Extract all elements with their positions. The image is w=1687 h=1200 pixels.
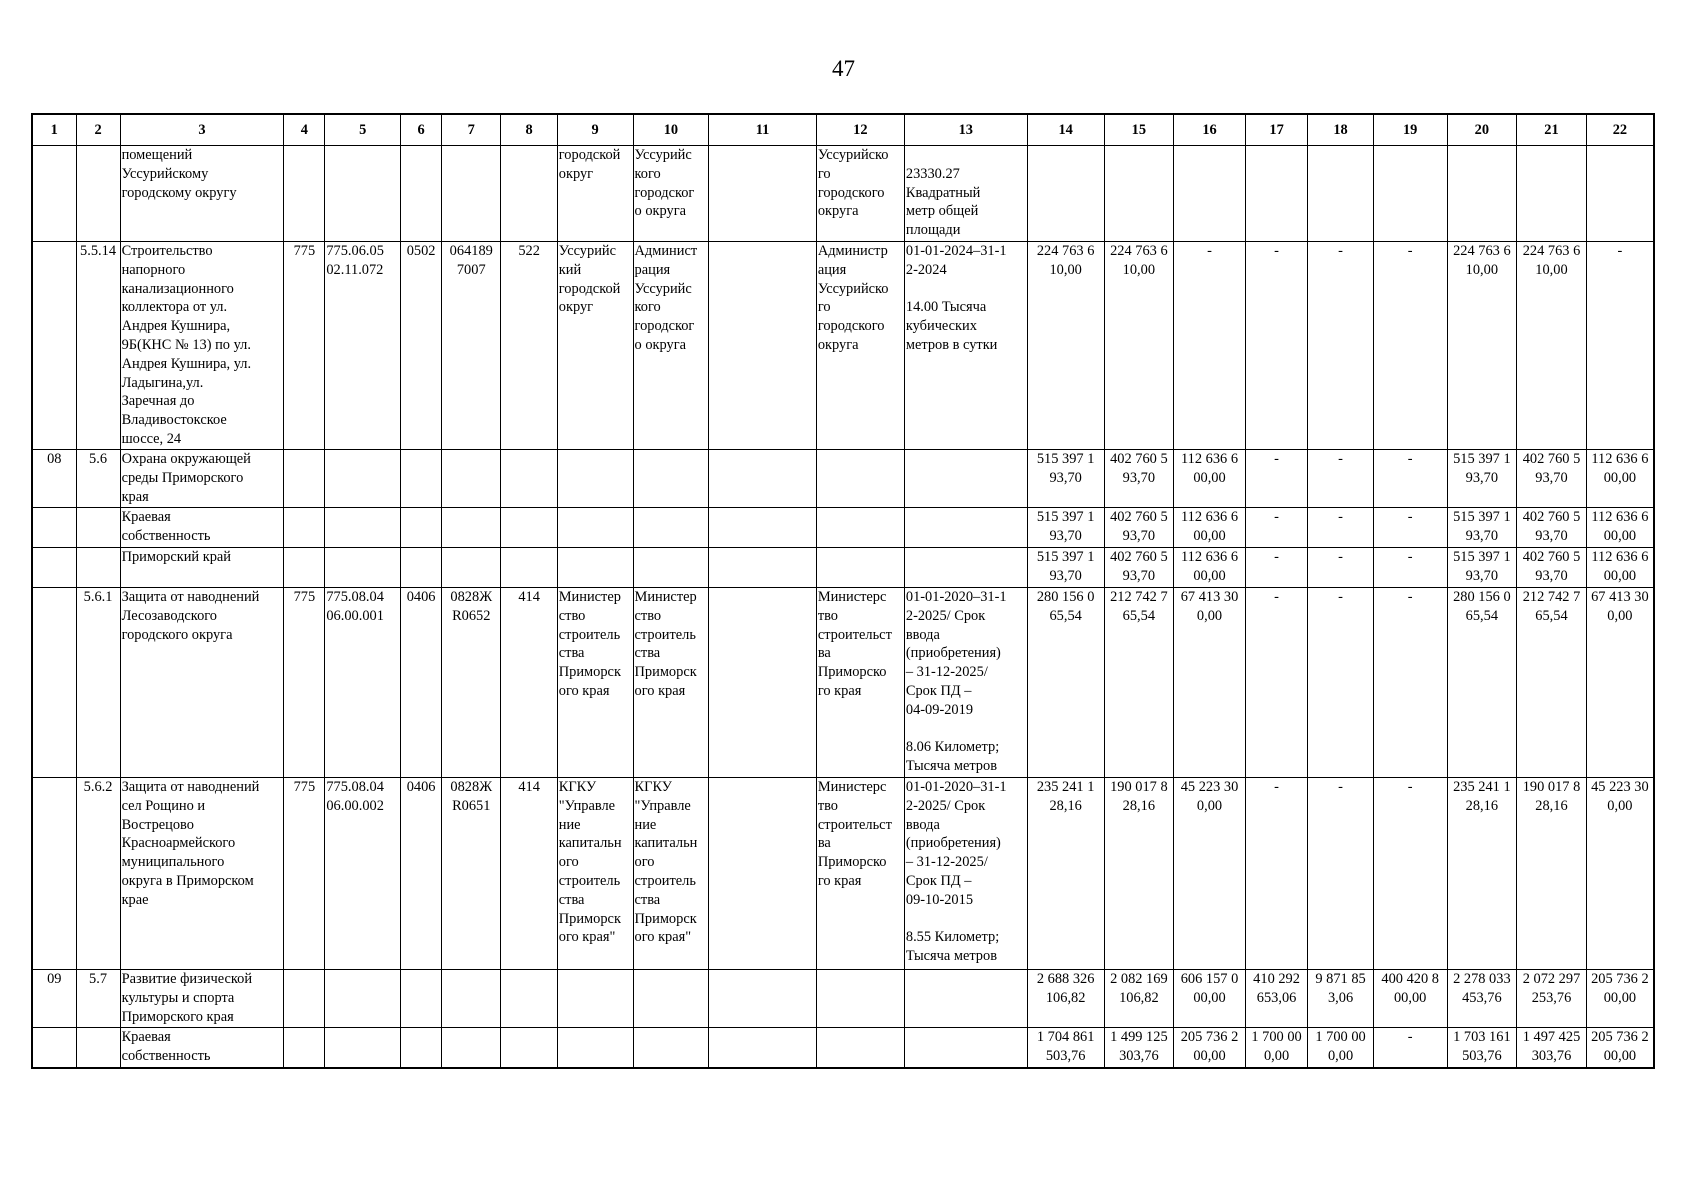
table-cell-col-13 <box>904 450 1027 508</box>
table-cell-col-7 <box>442 508 501 548</box>
table-cell-col-7: 0828Ж R0651 <box>442 778 501 970</box>
table-cell-col-12 <box>816 450 904 508</box>
table-cell-col-19: - <box>1373 450 1447 508</box>
column-header-6: 6 <box>401 114 442 146</box>
table-cell-col-1: 08 <box>32 450 76 508</box>
page-number: 47 <box>832 56 855 81</box>
table-cell-col-18: - <box>1308 508 1374 548</box>
table-cell-col-5 <box>325 450 401 508</box>
table-cell-col-16: 45 223 30 0,00 <box>1174 778 1246 970</box>
table-cell-col-14: 2 688 326 106,82 <box>1027 970 1104 1028</box>
table-cell-col-8 <box>501 508 557 548</box>
table-cell-col-14: 235 241 1 28,16 <box>1027 778 1104 970</box>
table-cell-col-12: Министерс тво строительст ва Приморско го края <box>816 588 904 778</box>
table-cell-col-6: 0406 <box>401 588 442 778</box>
table-cell-col-11 <box>709 778 817 970</box>
table-cell-col-7 <box>442 146 501 242</box>
table-cell-col-20: 515 397 1 93,70 <box>1447 548 1517 588</box>
table-cell-col-14: 515 397 1 93,70 <box>1027 548 1104 588</box>
table-cell-col-21: 2 072 297 253,76 <box>1517 970 1587 1028</box>
table-cell-col-7 <box>442 1028 501 1068</box>
table-cell-col-9 <box>557 548 633 588</box>
table-cell-col-10: Министер ство строитель ства Приморск ого края <box>633 588 709 778</box>
table-row <box>32 588 1654 778</box>
table-cell-col-2 <box>76 146 120 242</box>
table-cell-col-6 <box>401 450 442 508</box>
table-row <box>32 778 1654 970</box>
table-cell-col-1 <box>32 588 76 778</box>
table-cell-col-5 <box>325 508 401 548</box>
table-cell-col-22: 112 636 6 00,00 <box>1586 508 1654 548</box>
column-header-15: 15 <box>1104 114 1174 146</box>
table-cell-col-17: - <box>1245 548 1307 588</box>
table-cell-col-16: 112 636 6 00,00 <box>1174 548 1246 588</box>
table-cell-col-18 <box>1308 146 1374 242</box>
table-cell-col-19: - <box>1373 242 1447 450</box>
column-header-13: 13 <box>904 114 1027 146</box>
table-cell-col-12: Уссурийско го городского округа <box>816 146 904 242</box>
column-header-9: 9 <box>557 114 633 146</box>
table-cell-col-18: 9 871 85 3,06 <box>1308 970 1374 1028</box>
table-cell-col-14: 224 763 6 10,00 <box>1027 242 1104 450</box>
table-cell-col-8: 414 <box>501 588 557 778</box>
table-cell-col-17: - <box>1245 450 1307 508</box>
table-cell-col-20 <box>1447 146 1517 242</box>
table-cell-col-2: 5.7 <box>76 970 120 1028</box>
table-cell-col-22: 112 636 6 00,00 <box>1586 450 1654 508</box>
table-cell-col-3: Строительство напорного канализационного коллектора от ул. Андрея Кушнира, 9Б(КНС № 13) по ул. Андрея Кушнира, ул. Ладыгина,ул. Заречная до Владивостокское шоссе, 24 <box>120 242 284 450</box>
table-cell-col-3: помещений Уссурийскому городскому округу <box>120 146 284 242</box>
table-cell-col-6 <box>401 146 442 242</box>
table-cell-col-11 <box>709 1028 817 1068</box>
table-cell-col-13 <box>904 548 1027 588</box>
table-cell-col-17: - <box>1245 778 1307 970</box>
table-cell-col-19: - <box>1373 508 1447 548</box>
table-cell-col-5: 775.08.04 06.00.002 <box>325 778 401 970</box>
table-row <box>32 1028 1654 1068</box>
table-cell-col-1 <box>32 1028 76 1068</box>
column-header-22: 22 <box>1586 114 1654 146</box>
table-cell-col-1 <box>32 778 76 970</box>
table-cell-col-15: 212 742 7 65,54 <box>1104 588 1174 778</box>
table-cell-col-6: 0502 <box>401 242 442 450</box>
table-cell-col-10 <box>633 1028 709 1068</box>
table-cell-col-7 <box>442 450 501 508</box>
table-cell-col-20: 2 278 033 453,76 <box>1447 970 1517 1028</box>
table-cell-col-13 <box>904 970 1027 1028</box>
table-cell-col-14: 515 397 1 93,70 <box>1027 450 1104 508</box>
table-cell-col-20: 1 703 161 503,76 <box>1447 1028 1517 1068</box>
budget-table <box>31 113 1655 1069</box>
column-header-2: 2 <box>76 114 120 146</box>
table-cell-col-7 <box>442 548 501 588</box>
table-cell-col-22 <box>1586 146 1654 242</box>
table-cell-col-11 <box>709 242 817 450</box>
table-cell-col-15: 190 017 8 28,16 <box>1104 778 1174 970</box>
table-cell-col-14: 280 156 0 65,54 <box>1027 588 1104 778</box>
column-header-17: 17 <box>1245 114 1307 146</box>
table-cell-col-11 <box>709 588 817 778</box>
table-cell-col-20: 515 397 1 93,70 <box>1447 508 1517 548</box>
table-cell-col-17: 410 292 653,06 <box>1245 970 1307 1028</box>
table-cell-col-8 <box>501 548 557 588</box>
table-cell-col-15 <box>1104 146 1174 242</box>
column-header-3: 3 <box>120 114 284 146</box>
table-cell-col-10: КГКУ "Управле ние капитальн ого строитель ства Приморск ого края" <box>633 778 709 970</box>
table-cell-col-2 <box>76 548 120 588</box>
table-cell-col-5 <box>325 548 401 588</box>
column-header-11: 11 <box>709 114 817 146</box>
table-cell-col-6 <box>401 548 442 588</box>
table-cell-col-13 <box>904 1028 1027 1068</box>
table-cell-col-10: Админист рация Уссурийс кого городског о округа <box>633 242 709 450</box>
table-cell-col-5: 775.06.05 02.11.072 <box>325 242 401 450</box>
table-cell-col-14: 515 397 1 93,70 <box>1027 508 1104 548</box>
table-cell-col-5 <box>325 970 401 1028</box>
table-cell-col-1 <box>32 242 76 450</box>
table-cell-col-4: 775 <box>284 778 325 970</box>
table-cell-col-9: КГКУ "Управле ние капитальн ого строитель ства Приморск ого края" <box>557 778 633 970</box>
table-cell-col-13 <box>904 508 1027 548</box>
table-cell-col-17: - <box>1245 588 1307 778</box>
table-cell-col-4: 775 <box>284 588 325 778</box>
column-header-19: 19 <box>1373 114 1447 146</box>
table-cell-col-4 <box>284 508 325 548</box>
column-header-16: 16 <box>1174 114 1246 146</box>
table-cell-col-1 <box>32 146 76 242</box>
table-cell-col-21: 212 742 7 65,54 <box>1517 588 1587 778</box>
table-cell-col-21 <box>1517 146 1587 242</box>
column-header-20: 20 <box>1447 114 1517 146</box>
table-cell-col-10: Уссурийс кого городског о округа <box>633 146 709 242</box>
table-cell-col-19: - <box>1373 548 1447 588</box>
table-cell-col-20: 280 156 0 65,54 <box>1447 588 1517 778</box>
table-cell-col-9: Уссурийс кий городской округ <box>557 242 633 450</box>
column-header-18: 18 <box>1308 114 1374 146</box>
table-row <box>32 242 1654 450</box>
table-cell-col-11 <box>709 450 817 508</box>
table-cell-col-4 <box>284 548 325 588</box>
table-cell-col-8 <box>501 970 557 1028</box>
table-cell-col-22: 112 636 6 00,00 <box>1586 548 1654 588</box>
table-cell-col-16: 606 157 0 00,00 <box>1174 970 1246 1028</box>
table-cell-col-12 <box>816 548 904 588</box>
table-cell-col-5 <box>325 146 401 242</box>
table-cell-col-3: Приморский край <box>120 548 284 588</box>
table-cell-col-4: 775 <box>284 242 325 450</box>
table-cell-col-16: 205 736 2 00,00 <box>1174 1028 1246 1068</box>
table-cell-col-15: 402 760 5 93,70 <box>1104 548 1174 588</box>
table-cell-col-5 <box>325 1028 401 1068</box>
table-cell-col-22: 67 413 30 0,00 <box>1586 588 1654 778</box>
table-cell-col-12 <box>816 1028 904 1068</box>
table-cell-col-3: Краевая собственность <box>120 508 284 548</box>
table-cell-col-17: - <box>1245 508 1307 548</box>
table-cell-col-16: 112 636 6 00,00 <box>1174 450 1246 508</box>
table-cell-col-16 <box>1174 146 1246 242</box>
table-cell-col-15: 402 760 5 93,70 <box>1104 450 1174 508</box>
table-cell-col-22: 205 736 2 00,00 <box>1586 1028 1654 1068</box>
table-cell-col-6 <box>401 508 442 548</box>
column-header-8: 8 <box>501 114 557 146</box>
table-cell-col-21: 224 763 6 10,00 <box>1517 242 1587 450</box>
table-cell-col-20: 515 397 1 93,70 <box>1447 450 1517 508</box>
table-cell-col-6 <box>401 970 442 1028</box>
table-cell-col-9 <box>557 970 633 1028</box>
table-cell-col-10 <box>633 970 709 1028</box>
table-cell-col-11 <box>709 970 817 1028</box>
table-row <box>32 146 1654 242</box>
table-cell-col-15: 2 082 169 106,82 <box>1104 970 1174 1028</box>
table-cell-col-22: 205 736 2 00,00 <box>1586 970 1654 1028</box>
table-cell-col-11 <box>709 508 817 548</box>
table-cell-col-16: - <box>1174 242 1246 450</box>
table-cell-col-5: 775.08.04 06.00.001 <box>325 588 401 778</box>
table-cell-col-18: 1 700 00 0,00 <box>1308 1028 1374 1068</box>
table-cell-col-17: 1 700 00 0,00 <box>1245 1028 1307 1068</box>
table-cell-col-14 <box>1027 146 1104 242</box>
table-cell-col-18: - <box>1308 588 1374 778</box>
column-header-14: 14 <box>1027 114 1104 146</box>
table-cell-col-2: 5.6 <box>76 450 120 508</box>
table-cell-col-17 <box>1245 146 1307 242</box>
table-cell-col-19: - <box>1373 1028 1447 1068</box>
table-cell-col-1: 09 <box>32 970 76 1028</box>
table-cell-col-4 <box>284 146 325 242</box>
table-cell-col-13: 23330.27 Квадратный метр общей площади <box>904 146 1027 242</box>
table-cell-col-20: 235 241 1 28,16 <box>1447 778 1517 970</box>
table-cell-col-18: - <box>1308 450 1374 508</box>
table-cell-col-7: 064189 7007 <box>442 242 501 450</box>
table-cell-col-3: Охрана окружающей среды Приморского края <box>120 450 284 508</box>
table-cell-col-4 <box>284 970 325 1028</box>
table-cell-col-10 <box>633 548 709 588</box>
table-cell-col-2: 5.6.1 <box>76 588 120 778</box>
table-cell-col-15: 402 760 5 93,70 <box>1104 508 1174 548</box>
table-cell-col-11 <box>709 548 817 588</box>
table-cell-col-1 <box>32 548 76 588</box>
table-cell-col-20: 224 763 6 10,00 <box>1447 242 1517 450</box>
table-cell-col-9 <box>557 508 633 548</box>
table-cell-col-7: 0828Ж R0652 <box>442 588 501 778</box>
table-cell-col-8 <box>501 450 557 508</box>
table-cell-col-6 <box>401 1028 442 1068</box>
column-header-7: 7 <box>442 114 501 146</box>
table-row <box>32 450 1654 508</box>
header-row <box>32 114 1654 146</box>
table-cell-col-19: - <box>1373 588 1447 778</box>
table-cell-col-16: 67 413 30 0,00 <box>1174 588 1246 778</box>
table-cell-col-1 <box>32 508 76 548</box>
table-cell-col-3: Развитие физической культуры и спорта Приморского края <box>120 970 284 1028</box>
table-cell-col-9 <box>557 450 633 508</box>
table-cell-col-12: Администр ация Уссурийско го городского округа <box>816 242 904 450</box>
table-cell-col-21: 402 760 5 93,70 <box>1517 548 1587 588</box>
table-cell-col-4 <box>284 1028 325 1068</box>
table-row <box>32 970 1654 1028</box>
table-cell-col-3: Защита от наводнений Лесозаводского городского округа <box>120 588 284 778</box>
table-cell-col-13: 01-01-2020–31-1 2-2025/ Срок ввода (приобретения) – 31-12-2025/ Срок ПД – 04-09-2019 8.06 Километр; Тысяча метров <box>904 588 1027 778</box>
column-header-12: 12 <box>816 114 904 146</box>
table-cell-col-22: 45 223 30 0,00 <box>1586 778 1654 970</box>
column-header-4: 4 <box>284 114 325 146</box>
table-cell-col-13: 01-01-2020–31-1 2-2025/ Срок ввода (приобретения) – 31-12-2025/ Срок ПД – 09-10-2015 8.55 Километр; Тысяча метров <box>904 778 1027 970</box>
table-cell-col-8 <box>501 146 557 242</box>
table-cell-col-19: - <box>1373 778 1447 970</box>
table-cell-col-2: 5.6.2 <box>76 778 120 970</box>
table-cell-col-10 <box>633 450 709 508</box>
table-cell-col-8: 414 <box>501 778 557 970</box>
table-cell-col-2: 5.5.14 <box>76 242 120 450</box>
column-header-5: 5 <box>325 114 401 146</box>
table-cell-col-11 <box>709 146 817 242</box>
table-cell-col-18: - <box>1308 242 1374 450</box>
table-cell-col-10 <box>633 508 709 548</box>
table-cell-col-3: Защита от наводнений сел Рощино и Вострецово Красноармейского муниципального округа в Приморском крае <box>120 778 284 970</box>
table-cell-col-21: 1 497 425 303,76 <box>1517 1028 1587 1068</box>
column-header-1: 1 <box>32 114 76 146</box>
table-cell-col-15: 224 763 6 10,00 <box>1104 242 1174 450</box>
table-cell-col-9: Министер ство строитель ства Приморск ого края <box>557 588 633 778</box>
table-cell-col-3: Краевая собственность <box>120 1028 284 1068</box>
table-cell-col-16: 112 636 6 00,00 <box>1174 508 1246 548</box>
table-cell-col-8: 522 <box>501 242 557 450</box>
table-cell-col-12: Министерс тво строительст ва Приморско го края <box>816 778 904 970</box>
table-cell-col-19: 400 420 8 00,00 <box>1373 970 1447 1028</box>
table-cell-col-17: - <box>1245 242 1307 450</box>
table-cell-col-4 <box>284 450 325 508</box>
table-cell-col-2 <box>76 508 120 548</box>
table-cell-col-18: - <box>1308 548 1374 588</box>
table-cell-col-19 <box>1373 146 1447 242</box>
table-cell-col-21: 402 760 5 93,70 <box>1517 450 1587 508</box>
table-cell-col-13: 01-01-2024–31-1 2-2024 14.00 Тысяча кубических метров в сутки <box>904 242 1027 450</box>
table-cell-col-9: городской округ <box>557 146 633 242</box>
table-cell-col-21: 402 760 5 93,70 <box>1517 508 1587 548</box>
table-cell-col-8 <box>501 1028 557 1068</box>
table-cell-col-22: - <box>1586 242 1654 450</box>
table-row <box>32 548 1654 588</box>
table-row <box>32 508 1654 548</box>
table-cell-col-14: 1 704 861 503,76 <box>1027 1028 1104 1068</box>
table-cell-col-21: 190 017 8 28,16 <box>1517 778 1587 970</box>
table-cell-col-12 <box>816 970 904 1028</box>
column-header-10: 10 <box>633 114 709 146</box>
column-header-21: 21 <box>1517 114 1587 146</box>
table-cell-col-6: 0406 <box>401 778 442 970</box>
table-cell-col-12 <box>816 508 904 548</box>
table-cell-col-7 <box>442 970 501 1028</box>
table-cell-col-9 <box>557 1028 633 1068</box>
table-cell-col-2 <box>76 1028 120 1068</box>
table-cell-col-18: - <box>1308 778 1374 970</box>
table-cell-col-15: 1 499 125 303,76 <box>1104 1028 1174 1068</box>
